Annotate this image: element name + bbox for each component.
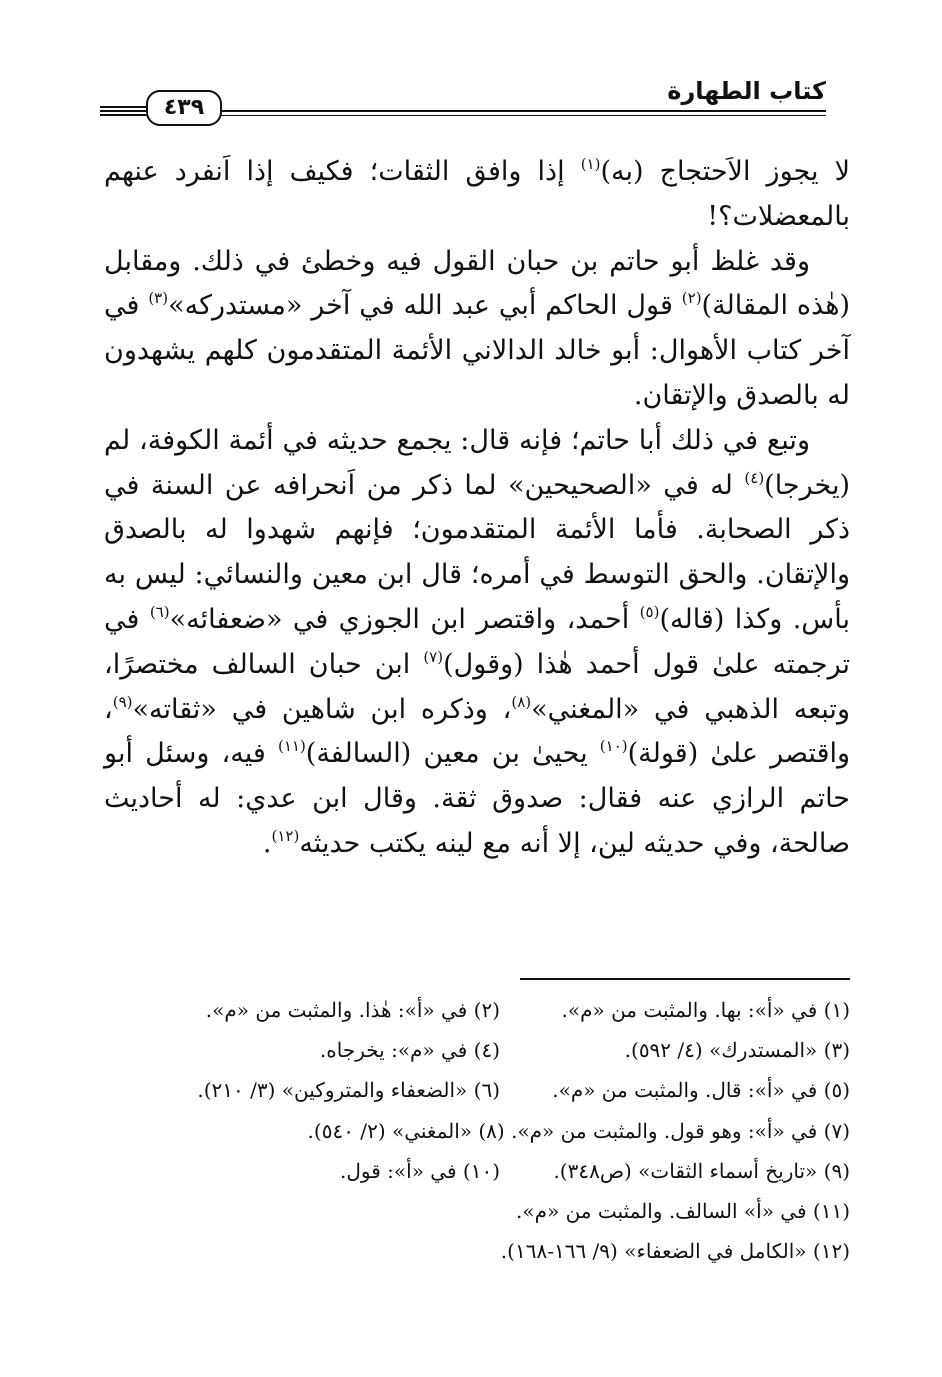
page-number: ٤٣٩ [146,90,222,126]
footnote-row [150,1030,850,1070]
paragraph-3 [104,419,850,867]
footnote-10: (١٠) في «أ»: قول. [340,1158,500,1183]
footnote-ref-6: (٦) [149,602,170,621]
footnote-ref-3: (٣) [148,289,169,308]
text-segment: فيه، وسئل أبو حاتم الرازي عنه فقال: صدوق ثقة. وقال ابن عدي: له أحاديث صالحة، وفي حديثه لين، إلا أنه مع لينه يكتب حديثه [104,738,850,859]
text-segment: إذا وافق الثقات؛ فكيف إذا اَنفرد عنهم بالمعضلات؟! [104,156,850,232]
paragraph-1 [104,150,850,240]
text-segment: له في «الصحيحين» لما ذكر من اَنحرافه عن السنة في ذكر الصحابة. فأما الأئمة المتقدمون؛ فإنهم شهدوا له بالصدق والإتقان. والحق التوسط في أمره؛ قال ابن معين والنسائي: ليس به بأس. وكذا (قاله) [104,469,850,635]
footnotes [150,990,850,1271]
text-segment: في ترجمته علىٰ قول أحمد هٰذا (وقول) [104,603,850,680]
footnote-7-8: (٧) في «أ»: وهو قول. والمثبت من «م». (٨) «المغني» (٢/ ٥٤٠). [307,1118,850,1143]
footnote-4: (٤) في «م»: يخرجاه. [319,1038,500,1063]
footnote-ref-5: (٥) [639,602,660,621]
text-segment: ، وذكره ابن شاهين في «ثقاته» [132,693,512,725]
footnote-separator [520,978,850,980]
footnote-9: (٩) «تاريخ أسماء الثقات» (ص٣٤٨). [553,1158,850,1183]
page-header [100,74,826,124]
header-left-rule-bottom [100,114,146,116]
text-segment: لا يجوز الاَحتجاج (به) [600,156,850,187]
text-segment: وتبع في ذلك أبا حاتم؛ فإنه قال: يجمع حديثه في أئمة الكوفة، لم (يخرجا) [104,424,850,501]
footnote-row [150,990,850,1030]
text-segment: ابن حبان السالف مختصرًا، وتبعه الذهبي في «المغني» [104,648,850,725]
text-segment: في آخر كتاب الأهوال: أبو خالد الدالاني الأئمة المتقدمون كلهم يشهدون له بالصدق والإتقان. [104,290,850,411]
footnote-row [150,1070,850,1110]
footnote-ref-11: (١١) [277,737,306,756]
paragraph-2 [104,240,850,419]
footnote-11: (١١) في «أ» السالف. والمثبت من «م». [516,1199,850,1224]
text-segment: ، واقتصر علىٰ (قولة) [104,693,851,770]
footnote-ref-10: (١٠) [599,737,628,756]
text-segment: . [262,827,272,859]
text-segment: وقد غلظ أبو حاتم بن حبان القول فيه وخطئ في ذلك. ومقابل (هٰذه المقالة) [104,245,850,322]
footnote-ref-7: (٧) [423,647,444,666]
footnote-3: (٣) «المستدرك» (٤/ ٥٩٢). [624,1038,850,1063]
footnote-12: (١٢) «الكامل في الضعفاء» (٩/ ١٦٦-١٦٨). [500,1239,850,1264]
text-segment: أحمد، واقتصر ابن الجوزي في «ضعفائه» [169,603,640,635]
footnote-6: (٦) «الضعفاء والمتروكين» (٣/ ٢١٠). [197,1078,500,1103]
footnote-ref-8: (٨) [511,692,532,711]
footnote-1: (١) في «أ»: بها. والمثبت من «م». [561,998,850,1022]
footnote-row [150,1151,850,1191]
footnote-ref-1: (١) [580,155,601,173]
text-segment: يحيىٰ بن معين (السالفة) [305,738,600,770]
footnote-ref-4: (٤) [744,468,765,487]
main-text [104,150,850,867]
header-left-rule-top [100,106,146,108]
footnote-ref-2: (٢) [681,289,702,308]
footnote-ref-9: (٩) [112,692,133,711]
footnote-2: (٢) في «أ»: هٰذا. والمثبت من «م». [205,998,500,1022]
footnote-ref-12: (١٢) [271,826,300,845]
text-segment: قول الحاكم أبي عبد الله في آخر «مستدركه» [168,290,682,322]
footnote-5: (٥) في «أ»: قال. والمثبت من «م». [552,1078,850,1103]
running-title: كتاب الطهارة [659,74,826,108]
